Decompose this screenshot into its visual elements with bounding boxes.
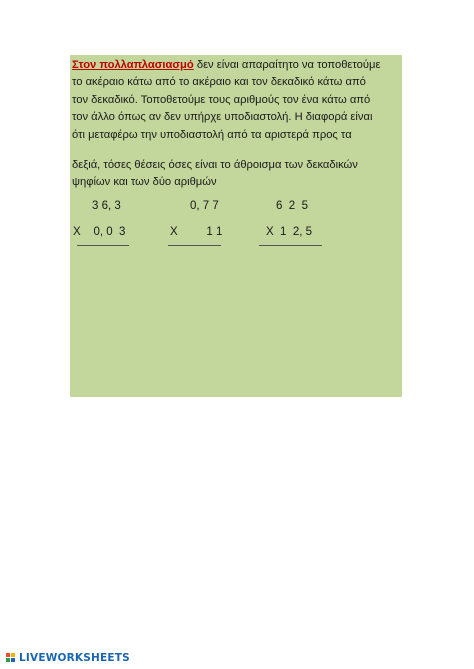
paragraph-line: τον δεκαδικό. Τοποθετούμε τους αριθμούς τον ένα κάτω από <box>72 93 371 106</box>
continuation-paragraph <box>72 157 402 192</box>
exercise-3-underline <box>259 245 322 246</box>
exercise-2-underline <box>168 245 221 246</box>
paragraph-line: δεξιά, τόσες θέσεις όσες είναι το άθροισμα των δεκαδικών <box>72 159 358 171</box>
liveworksheets-logo-icon <box>6 653 16 663</box>
paragraph-line: δεν είναι απαραίτητο να τοποθετούμε <box>193 59 381 71</box>
brand-name: LIVEWORKSHEETS <box>19 652 130 664</box>
exercise-3-bottom: Χ 1 2, 5 <box>266 226 313 238</box>
paragraph-line: ψηφίων και των δύο αριθμών <box>72 176 217 189</box>
paragraph-line: το ακέραιο κάτω από το ακέραιο και τον δεκαδικό κάτω από <box>72 76 366 89</box>
paragraph-line: τον άλλο όπως αν δεν υπήρχε υποδιαστολή. Η διαφορά είναι <box>72 111 373 124</box>
exercise-1-underline <box>77 245 129 246</box>
liveworksheets-footer <box>6 652 130 664</box>
exercise-2-bottom: Χ 1 1 <box>170 226 223 238</box>
exercise-3-top: 6 2 5 <box>276 200 308 212</box>
exercise-1-top: 3 6, 3 <box>92 200 121 212</box>
paragraph-line: ότι μεταφέρω την υποδιαστολή από τα αριστερά προς τα <box>72 128 352 141</box>
exercise-1-bottom: Χ 0, 0 3 <box>73 226 126 238</box>
highlight-term: Στον πολλαπλασιασμό <box>72 59 194 71</box>
exercise-2-top: 0, 7 7 <box>190 200 219 212</box>
intro-paragraph <box>72 57 402 144</box>
